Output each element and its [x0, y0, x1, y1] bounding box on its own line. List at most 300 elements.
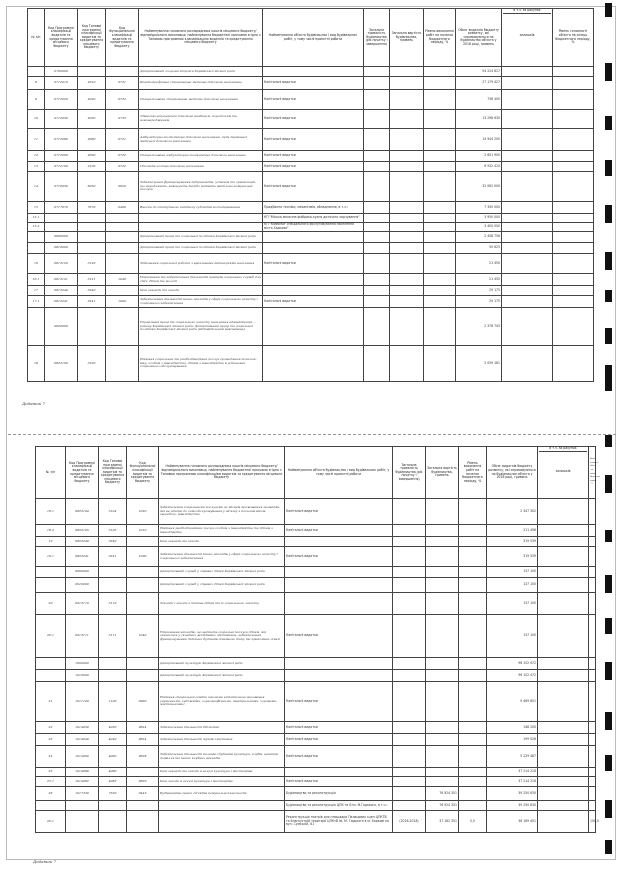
cell-cost: 76 924 351 [426, 787, 459, 801]
cell-functional-code [127, 670, 159, 682]
cell-duration [364, 296, 390, 308]
cell-cost [390, 296, 424, 308]
cell-volume: 54 224 817 [456, 67, 502, 77]
cell-row-num: 26.1 [36, 811, 66, 833]
cell-duration [364, 308, 390, 346]
col-header-duration: Загальна тривалість будівництва (рік початку і завершення) [364, 9, 390, 67]
cell-cost [426, 746, 459, 768]
cell-functional-code [127, 537, 159, 547]
cell-readiness [459, 768, 487, 777]
col-header-object: Найменування об'єкта будівництва / вид будівельних робіт, у тому числі проектні роботи [285, 447, 393, 499]
cell-typical-code: 2090 [78, 151, 106, 162]
cell-including-balances [538, 746, 589, 768]
cell-end-readiness [589, 768, 596, 777]
cell-end-readiness [589, 547, 596, 567]
cell-object-name: Капітальні видатки [263, 77, 364, 90]
cell-volume: 2 601 900 [456, 151, 502, 162]
cell-program-name: Департамент праці та соціальної політики Харківської міської ради [139, 243, 263, 254]
cell-cost [426, 682, 459, 722]
cell-end-readiness: 100,0 [589, 811, 596, 833]
cell-volume: 148 200 [487, 722, 538, 734]
cell-functional-code: 0620 [106, 172, 139, 202]
cell-object-name: Капітальні видатки [263, 90, 364, 110]
budget-table-page1 [27, 8, 594, 382]
cell-including-balances [538, 578, 589, 593]
col-header-cost: Загальна вартість будівництва, гривень [390, 9, 424, 67]
cell-program-code: 0913110 [66, 593, 99, 615]
cell-end-readiness [589, 787, 596, 801]
cell-including-balances [538, 593, 589, 615]
cell-duration [393, 768, 426, 777]
cell-functional-code [106, 308, 139, 346]
cell-program-name: Департамент служб у справах дітей Харківської міської ради [159, 567, 285, 578]
cell-volume: 2 458 756 [456, 232, 502, 243]
cell-including-balances [502, 274, 553, 286]
cell-program-name: Забезпечення діяльності інших закладів у сфері соціального захисту і соціального забезпечення [159, 547, 285, 567]
table-row [28, 308, 594, 346]
cell-duration [364, 232, 390, 243]
scan-mark [605, 840, 612, 854]
cell-readiness [424, 129, 456, 151]
cell-including-balances [538, 811, 589, 833]
cell-readiness [459, 734, 487, 746]
cell-program-name: Забезпечення соціальними послугами за місцем проживання громадян, які не здатні до самообслуговування у зв'язку з похилим віком, хворобою, інвалідністю [159, 499, 285, 525]
cell-duration [364, 214, 390, 223]
table-row [36, 547, 596, 567]
cell-typical-code [78, 232, 106, 243]
cell-duration [364, 77, 390, 90]
cell-end-readiness [553, 214, 594, 223]
cell-cost [426, 615, 459, 658]
cell-row-num [36, 658, 66, 670]
cell-cost [426, 537, 459, 547]
col-header-end-readiness: Рівень готовності об'єкта на кінець бюджетного періоду, % [553, 9, 594, 67]
cell-program-code: 1000000 [66, 658, 99, 670]
cell-duration [393, 578, 426, 593]
cell-typical-code: 3104 [99, 499, 127, 525]
table-row [36, 801, 596, 811]
cell-object-name [285, 670, 393, 682]
cell-row-num [36, 670, 66, 682]
cell-cost [390, 151, 424, 162]
table-row [36, 578, 596, 593]
cell-program-name [159, 811, 285, 833]
cell-program-code: 0712020 [45, 90, 78, 110]
scan-mark [605, 530, 612, 542]
cell-object-name [285, 578, 393, 593]
cell-functional-code [106, 232, 139, 243]
cell-typical-code [99, 578, 127, 593]
cell-cost [426, 525, 459, 537]
cell-program-name: Департамент культури Харківської міської ради [159, 658, 285, 670]
cell-volume: 7 350 000 [456, 202, 502, 214]
cell-including-balances [502, 202, 553, 214]
cell-functional-code [127, 593, 159, 615]
cell-readiness [424, 67, 456, 77]
cell-readiness [459, 525, 487, 537]
scan-mark [605, 475, 612, 493]
cell-volume: 13 298 630 [456, 110, 502, 129]
col-header-name: Найменування головного розпорядника коштів місцевого бюджету/ відповідального виконавця, найменування бюджетної програми згідно з Типовою програмною класифікацією видатків та кредитування місцевого бюджету [139, 9, 263, 67]
cell-cost [390, 254, 424, 274]
cell-program-code: 0717670 [45, 202, 78, 214]
cell-cost [390, 90, 424, 110]
cell-program-name: Лікарсько-акушерська допомога вагітним, породіллям та новонародженим [139, 110, 263, 129]
cell-object-name: Капітальні видатки [285, 499, 393, 525]
cell-functional-code: 0960 [127, 682, 159, 722]
cell-object-name [263, 232, 364, 243]
cell-readiness [459, 682, 487, 722]
table-row [28, 274, 594, 286]
cell-functional-code: 0722 [106, 162, 139, 172]
cell-typical-code [78, 214, 106, 223]
cell-end-readiness [553, 110, 594, 129]
scan-mark [605, 712, 612, 730]
col-header-volume: Обсяг видатків бюджету розвитку, які спрямовуються на будівництво об'єкта у 2018 році, гривень [487, 447, 538, 499]
table-row [28, 90, 594, 110]
cell-including-balances [538, 787, 589, 801]
cell-cost [390, 243, 424, 254]
cell-program-code: 0823105 [66, 525, 99, 537]
cell-functional-code [127, 567, 159, 578]
table-body-page2 [36, 499, 599, 833]
cell-object-name [263, 243, 364, 254]
cell-duration [364, 202, 390, 214]
cell-row-num: 19 [36, 537, 66, 547]
cell-functional-code [106, 346, 139, 382]
cell-program-name: Інші заклади та заходи в галузі культури і мистецтва [159, 768, 285, 777]
cell-volume: 14 944 200 [456, 129, 502, 151]
table-row [36, 682, 596, 722]
cell-end-readiness [553, 232, 594, 243]
scan-mark [605, 63, 612, 81]
col-header-functional-code: Код Функціональної класифікації видатків та кредитування бюджету [106, 9, 139, 67]
cell-program-code: 0712030 [45, 110, 78, 129]
cell-readiness [424, 214, 456, 223]
cell-row-num [36, 578, 66, 593]
cell-program-name: Здійснення соціальної роботи з вразливими категоріями населення [139, 254, 263, 274]
cell-program-name: Департамент служб у справах дітей Харківської міської ради [159, 578, 285, 593]
cell-duration [393, 682, 426, 722]
cell-duration [364, 346, 390, 382]
cell-cost [426, 734, 459, 746]
cell-duration [393, 593, 426, 615]
cell-typical-code: 4040 [99, 734, 127, 746]
cell-row-num: 17 [28, 286, 45, 296]
cell-row-num: 13 [28, 162, 45, 172]
cell-program-code: 0913111 [66, 615, 99, 658]
cell-cost [426, 593, 459, 615]
cell-end-readiness [553, 77, 594, 90]
cell-object-name: Капітальні видатки [263, 110, 364, 129]
cell-object-name: Капітальні видатки [285, 777, 393, 787]
cell-program-code: 1014082 [66, 777, 99, 787]
cell-typical-code: 4082 [99, 777, 127, 787]
cell-row-num: 18.1 [36, 499, 66, 525]
col-header-readiness: Рівень виконання робіт на початок бюджетного періоду, % [459, 447, 487, 499]
cell-end-readiness [589, 525, 596, 537]
cell-including-balances [502, 223, 553, 232]
table-row [28, 346, 594, 382]
cell-including-balances [502, 254, 553, 274]
page-footer-label: Додаток 7 [22, 401, 45, 406]
table-row [36, 537, 596, 547]
table-row [28, 243, 594, 254]
cell-row-num: 15.1 [28, 214, 45, 223]
cell-typical-code: 3100 [78, 346, 106, 382]
cell-program-code: 1014060 [66, 746, 99, 768]
table-row [36, 722, 596, 734]
table-row [36, 670, 596, 682]
cell-program-code: 0712100 [45, 162, 78, 172]
cell-functional-code [127, 811, 159, 833]
cell-typical-code [78, 223, 106, 232]
cell-duration [393, 567, 426, 578]
cell-functional-code: 0721 [106, 129, 139, 151]
cell-readiness [459, 615, 487, 658]
cell-volume: 5 229 487 [487, 746, 538, 768]
cell-typical-code: 3121 [78, 274, 106, 286]
cell-row-num: 15 [28, 202, 45, 214]
cell-typical-code: 3241 [99, 547, 127, 567]
cell-functional-code: 1040 [106, 274, 139, 286]
cell-typical-code [78, 243, 106, 254]
cell-functional-code [106, 286, 139, 296]
scan-mark [605, 800, 612, 818]
cell-readiness [424, 286, 456, 296]
cell-including-balances [538, 658, 589, 670]
scan-mark [605, 575, 612, 593]
cell-object-name [285, 593, 393, 615]
cell-end-readiness [589, 499, 596, 525]
cell-cost [426, 547, 459, 567]
cell-end-readiness [589, 670, 596, 682]
cell-volume: 38 189 451 [487, 811, 538, 833]
cell-duration [393, 670, 426, 682]
cell-end-readiness [553, 254, 594, 274]
cell-duration [364, 254, 390, 274]
cell-end-readiness [553, 296, 594, 308]
cell-program-name: Надання реабілітаційних послуг особам з інвалідністю та дітям з інвалідністю [159, 525, 285, 537]
table-row [28, 214, 594, 223]
cell-program-code: 0823240 [66, 537, 99, 547]
cell-row-num [28, 67, 45, 77]
cell-cost [426, 658, 459, 670]
cell-cost [390, 232, 424, 243]
cell-program-code: 1011100 [66, 682, 99, 722]
cell-including-balances [502, 286, 553, 296]
cell-functional-code: 1010 [127, 525, 159, 537]
cell-typical-code [99, 801, 127, 811]
cell-end-readiness [553, 274, 594, 286]
col-header-object: Найменування об'єкта будівництва / вид будівельних робіт, у тому числі проектні роботи [263, 9, 364, 67]
cell-readiness [424, 151, 456, 162]
cell-readiness [459, 722, 487, 734]
cell-functional-code [106, 223, 139, 232]
cell-program-code: 1014080 [66, 768, 99, 777]
cell-readiness [459, 593, 487, 615]
cell-program-name: Забезпечення діяльності інших закладів у сфері соціального захисту і соціального забезпечення [139, 296, 263, 308]
cell-volume: 3 950 000 [456, 214, 502, 223]
cell-program-code: 0712080 [45, 129, 78, 151]
cell-program-code: 0820000 [45, 308, 78, 346]
cell-object-name [263, 274, 364, 286]
table-row [36, 777, 596, 787]
cell-program-name: Забезпечення діяльності бібліотек [159, 722, 285, 734]
cell-duration [393, 777, 426, 787]
cell-volume: 39 250 630 [487, 801, 538, 811]
scan-mark [605, 662, 612, 680]
cell-readiness [459, 801, 487, 811]
cell-program-code: 0823104 [66, 499, 99, 525]
table-row [28, 296, 594, 308]
cell-functional-code [127, 658, 159, 670]
cell-row-num [36, 801, 66, 811]
cell-duration [364, 67, 390, 77]
table-row [36, 811, 596, 833]
cell-program-code: 0712010 [45, 77, 78, 90]
cell-program-code: 0813240 [45, 286, 78, 296]
cell-row-num: 20.1 [36, 615, 66, 658]
cell-end-readiness [589, 722, 596, 734]
cell-program-name: Управління праці та соціального захисту населення адміністрації ... району Харківської міської ради; Департамент праці та соціальної політики Харківської міської ради (відповідальний виконавець) [139, 308, 263, 346]
cell-program-name: Забезпечення діяльності музеїв і виставок [159, 734, 285, 746]
cell-cost [390, 223, 424, 232]
cell-row-num: 17.1 [28, 296, 45, 308]
cell-program-code: 0823241 [66, 547, 99, 567]
cell-duration [393, 547, 426, 567]
cell-readiness [424, 202, 456, 214]
cell-functional-code: 1040 [127, 615, 159, 658]
cell-typical-code: 6030 [78, 172, 106, 202]
scan-mark [605, 435, 612, 447]
cell-cost [426, 777, 459, 787]
cell-object-name: Капітальні видатки [285, 746, 393, 768]
cell-including-balances [502, 162, 553, 172]
cell-including-balances [502, 151, 553, 162]
cell-object-name: Капітальні видатки [263, 296, 364, 308]
cell-program-name: Інші заклади та заходи [159, 537, 285, 547]
cell-typical-code [99, 658, 127, 670]
cell-program-name [159, 801, 285, 811]
cell-typical-code [99, 670, 127, 682]
cell-program-code: 0900000 [66, 567, 99, 578]
cell-program-name: Амбулаторно-поліклінічна допомога населенню, крім первинної медичної допомоги населенню [139, 129, 263, 151]
cell-object-name: Капітальні видатки [263, 172, 364, 202]
cell-program-code: 0910000 [66, 578, 99, 593]
cell-typical-code: 2100 [78, 162, 106, 172]
cell-object-name: Капітальні видатки [285, 547, 393, 567]
cell-typical-code: 2020 [78, 90, 106, 110]
cell-volume: 21 450 [456, 274, 502, 286]
cell-volume: 39 250 630 [487, 787, 538, 801]
cell-object-name [285, 537, 393, 547]
col-header-program-code: Код Програмної класифікації видатків та кредитування місцевого бюджету [45, 9, 78, 67]
cell-row-num: 18.2 [36, 525, 66, 537]
cell-end-readiness [553, 202, 594, 214]
cell-readiness [459, 537, 487, 547]
cell-functional-code: 0722 [106, 151, 139, 162]
cell-object-name: Придбання техніки, механізмів, обладнання, в т.ч.: [263, 202, 364, 214]
cell-including-balances [538, 777, 589, 787]
table-row [36, 768, 596, 777]
cell-readiness [424, 254, 456, 274]
col-header-including [538, 447, 589, 499]
cell-including-balances [502, 172, 553, 202]
cell-volume: 2 378 743 [456, 308, 502, 346]
cell-program-name [139, 223, 263, 232]
cell-object-name [263, 286, 364, 296]
scan-mark [605, 116, 612, 130]
cell-end-readiness [589, 578, 596, 593]
cell-including-balances [502, 110, 553, 129]
cell-duration [393, 746, 426, 768]
cell-including-balances [538, 734, 589, 746]
cell-including-balances [502, 214, 553, 223]
cell-object-name: Капітальні видатки [263, 151, 364, 162]
scan-mark [605, 328, 612, 344]
cell-program-name: Департамент культури Харківської міської ради [159, 670, 285, 682]
cell-typical-code: 4060 [99, 746, 127, 768]
table-row [28, 202, 594, 214]
cell-row-num: 9 [28, 90, 45, 110]
cell-including-balances [538, 682, 589, 722]
cell-cost: 76 924 351 [426, 801, 459, 811]
cell-readiness [459, 670, 487, 682]
cell-readiness [424, 243, 456, 254]
cell-duration [393, 615, 426, 658]
cell-duration [364, 90, 390, 110]
cell-program-name: Забезпечення діяльності палаців i будинків культури, клубів, центрів дозвілля та інших клубних закладів [159, 746, 285, 768]
cell-object-name: Капітальні видатки [263, 254, 364, 274]
cell-row-num: 26 [36, 787, 66, 801]
cell-row-num [28, 232, 45, 243]
cell-readiness [424, 296, 456, 308]
cell-functional-code [106, 67, 139, 77]
cell-readiness [424, 172, 456, 202]
cell-readiness [424, 77, 456, 90]
cell-row-num [36, 567, 66, 578]
cell-cost [390, 67, 424, 77]
cell-volume: 96 152 472 [487, 658, 538, 670]
cell-end-readiness [589, 593, 596, 615]
cell-cost [390, 162, 424, 172]
cell-program-name: Заклади і заходи з питань дітей та їх соціального захисту [159, 593, 285, 615]
table-row [28, 223, 594, 232]
cell-program-code: 1014030 [66, 722, 99, 734]
cell-readiness [459, 777, 487, 787]
cell-object-name: Будівництво та реконструкція ЦПК та В ім. М.Горького, в т.ч.: [285, 801, 393, 811]
cell-typical-code: 4080 [99, 768, 127, 777]
cell-functional-code: 0824 [127, 722, 159, 734]
cell-program-code [66, 811, 99, 833]
cell-end-readiness [553, 67, 594, 77]
col-header-num: № з/п [36, 447, 66, 499]
cell-readiness [424, 90, 456, 110]
cell-duration [393, 787, 426, 801]
cell-object-name [285, 768, 393, 777]
table-row [28, 110, 594, 129]
cell-functional-code: 0828 [127, 746, 159, 768]
cell-functional-code [106, 243, 139, 254]
cell-including-balances [538, 615, 589, 658]
cell-volume: 2 347 302 [487, 499, 538, 525]
cell-including-balances [538, 525, 589, 537]
cell-duration [393, 722, 426, 734]
col-header-num: № з/п [28, 9, 45, 67]
cell-cost [426, 499, 459, 525]
table-row [28, 232, 594, 243]
